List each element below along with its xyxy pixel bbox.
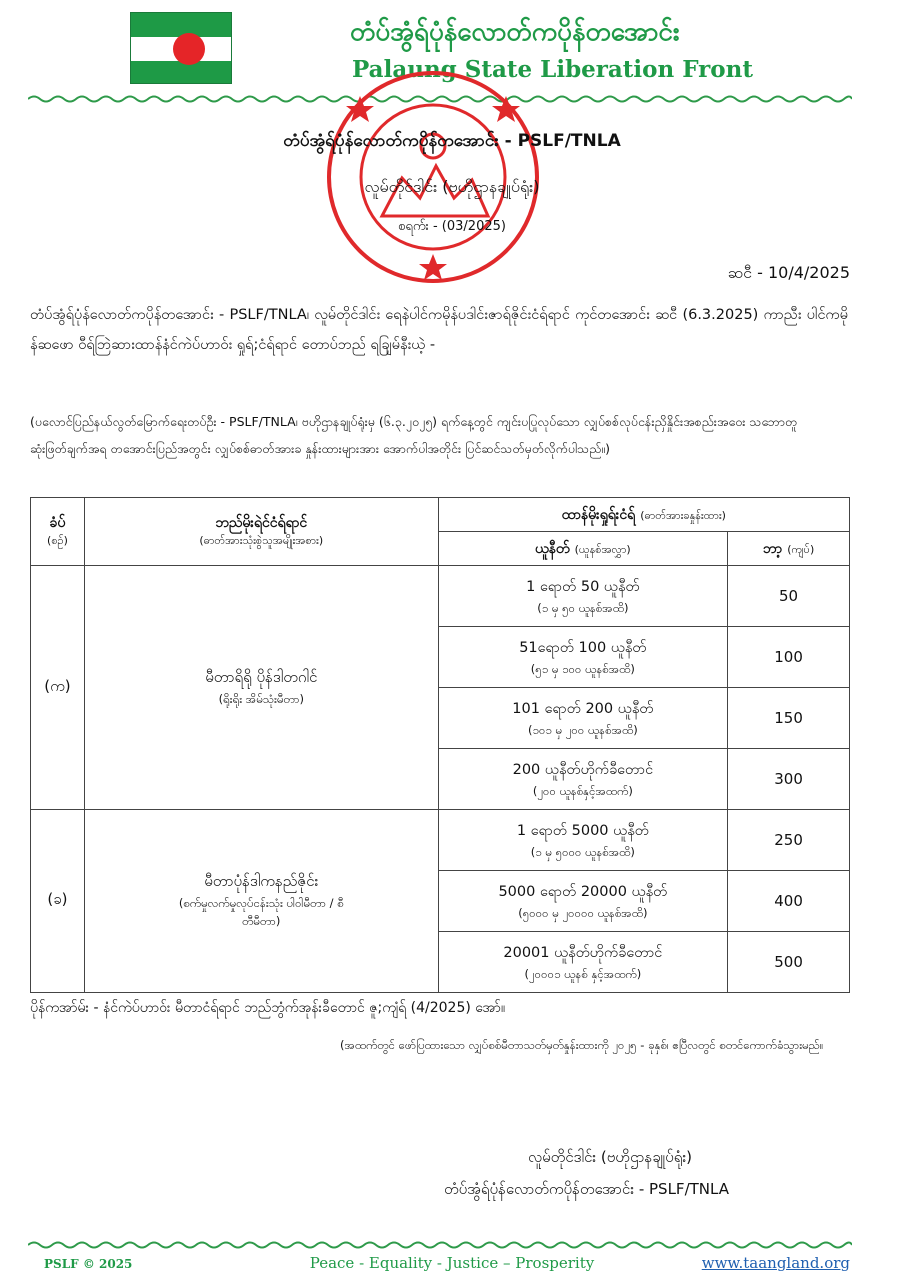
table-row bbox=[31, 566, 850, 627]
range-label: 101 ရောတ် 200 ယူနီတ် bbox=[512, 701, 654, 717]
price-cell: 300 bbox=[728, 749, 850, 810]
price-cell: 250 bbox=[728, 810, 850, 871]
document-subtitle: လူမ်တိုင်ဒါင်း (ဗဟိုဌာနချုပ်ရုံး) bbox=[364, 177, 540, 196]
price-cell: 150 bbox=[728, 688, 850, 749]
range-label: 5000 ရောတ် 20000 ယူနီတ် bbox=[498, 884, 668, 900]
header-category bbox=[84, 498, 438, 566]
range-sublabel: (၅၁ မှ ၁၀၀ ယူနစ်အထိ) bbox=[530, 662, 635, 676]
header-category-label: ဘည်မိုးရဲင်ငံရ်ရာင် bbox=[215, 515, 308, 531]
price-cell: 400 bbox=[728, 871, 850, 932]
range-label: 200 ယူနီတ်ဟိုက်ခီတောင် bbox=[512, 762, 654, 778]
signature-office: လူမ်တိုင်ဒါင်း (ဗဟိုဌာနချုပ်ရုံး) bbox=[528, 1148, 693, 1166]
price-cell: 500 bbox=[728, 932, 850, 993]
header-units bbox=[438, 532, 728, 566]
range-sublabel: (၁၀၁ မှ ၂၀၀ ယူနစ်အထိ) bbox=[527, 723, 638, 737]
footer-website-link[interactable]: www.taangland.org bbox=[701, 1254, 850, 1272]
category-label: မီတာပုံန်ဒါကနည်ဇိုင်း bbox=[204, 872, 319, 890]
header-rate-group bbox=[438, 498, 849, 532]
group-no: (ခ) bbox=[31, 810, 85, 993]
category-sublabel: (ရိုးရိုး အိမ်သုံးမီတာ) bbox=[218, 691, 304, 706]
org-name-english: Palaung State Liberation Front bbox=[352, 56, 753, 83]
date-line: ဆငီ - 10/4/2025 bbox=[727, 263, 850, 282]
range-label: 20001 ယူနီတ်ဟိုက်ခီတောင် bbox=[503, 945, 663, 961]
range-cell bbox=[438, 627, 728, 688]
intro-paragraph-local: တံပ်အွံရ်ပုံန်လောတ်ကပိုန်တအောင်း - PSLF/TNLA၊ လူမ်တိုင်ဒါင်း ရေနဲပါင်ကမိုန်ပဒါင်းဇာရ်ဇိုင်းငံရ်ရာင် ကုင်တအောင်း ဆငီ (6.3.2025) ကာညီး ပါင်ကမိုန်ဆဖော ဝီရ်ဘြဲဆားထာန်နံင်ကဲပ်ဟာဝ်း ရှုရ်;ငံရ်ရာင် တောပ်ဘည် ရချြမ်နီးယဲ့ - bbox=[30, 307, 848, 353]
range-cell bbox=[438, 566, 728, 627]
range-cell bbox=[438, 688, 728, 749]
category-label: မီတာရိရို ပိုန်ဒါတဂါင် bbox=[205, 667, 318, 686]
range-sublabel: (၁ မှ ၅၀၀၀ ယူနစ်အထိ) bbox=[530, 845, 635, 859]
header-rate-sublabel: (ဓာတ်အားခနှုန်းထား) bbox=[640, 508, 726, 522]
range-cell bbox=[438, 932, 728, 993]
reference-number: စရက်း - (03/2025) bbox=[398, 219, 506, 234]
range-label: 1 ရောတ် 5000 ယူနီတ် bbox=[516, 823, 649, 839]
group-category bbox=[84, 566, 438, 810]
header-units-label: ယူနီတ် bbox=[535, 540, 570, 557]
range-cell bbox=[438, 749, 728, 810]
range-label: 1 ရောတ် 50 ယူနီတ် bbox=[526, 579, 640, 595]
price-cell: 50 bbox=[728, 566, 850, 627]
range-cell bbox=[438, 871, 728, 932]
header-category-sublabel: (ဓာတ်အားသုံးစွဲသူအမျိုးအစား) bbox=[199, 534, 324, 547]
header-no-label: ခံပ် bbox=[49, 515, 66, 531]
price-cell: 100 bbox=[728, 627, 850, 688]
tariff-table bbox=[30, 497, 850, 993]
org-name-local: တံပ်အွံရ်ပုံန်လောတ်ကပိုန်တအောင်း bbox=[350, 17, 680, 47]
document-title: တံပ်အွံရ်ပုံန်လောတ်ကပိုန်တအောင်း - PSLF/TNLA bbox=[283, 131, 621, 151]
range-cell bbox=[438, 810, 728, 871]
header-no bbox=[31, 498, 85, 566]
header-rate-label: ထာန်မိုးရှုရ်းငံရ် bbox=[561, 506, 636, 523]
header-no-sublabel: (စဉ်) bbox=[47, 534, 68, 547]
header-price-sublabel: (ကျပ်) bbox=[787, 542, 815, 556]
group-no: (က) bbox=[31, 566, 85, 810]
flag-logo bbox=[130, 12, 232, 84]
header-price bbox=[728, 532, 850, 566]
footnote-local: ပိုန်ကအာ်မ်း - နံင်ကဲပ်ဟာဝ်း မီတာငံရ်ရာင် ဘည်ဘွံက်အုန်းခီတောင် ဇူ;ကျံရ် (4/2025) အော်။ bbox=[30, 1000, 506, 1016]
range-label: 51ရောတ် 100 ယူနီတ် bbox=[519, 640, 647, 656]
footer-copyright: PSLF © 2025 bbox=[44, 1257, 133, 1271]
bottom-vine-divider bbox=[28, 1240, 852, 1250]
header-price-label: ဘာ့ bbox=[762, 540, 783, 557]
range-sublabel: (၅၀၀၀ မှ ၂၀၀၀၀ ယူနစ်အထိ) bbox=[518, 906, 648, 920]
category-sublabel: (စက်မှုလက်မှုလုပ်ငန်းသုံး ပါဝါမီတာ / စီတီမီတာ) bbox=[178, 896, 344, 928]
table-row bbox=[31, 810, 850, 871]
range-sublabel: (၂၀၀၀၁ ယူနစ် နှင့်အထက်) bbox=[524, 967, 642, 981]
footer-motto: Peace - Equality - Justice – Prosperity bbox=[309, 1254, 595, 1272]
header-units-sublabel: (ယူနစ်အလွှာ) bbox=[574, 542, 631, 556]
range-sublabel: (၁ မှ ၅၀ ယူနစ်အထိ) bbox=[537, 601, 629, 615]
range-sublabel: (၂၀၀ ယူနစ်နှင့်အထက်) bbox=[532, 784, 633, 798]
intro-paragraph-burmese: (ပလောင်ပြည်နယ်လွတ်မြောက်ရေးတပ်ဦး - PSLF/TNLA၊ ဗဟိုဌာနချုပ်ရုံးမှ (၆.၃.၂၀၂၅) ရက်နေ့တွင် ကျင်းပပြုလုပ်သော လျှပ်စစ်လုပ်ငန်းညှိနှိုင်းအစည်းအဝေး သဘောတူဆုံးဖြတ်ချက်အရ တအောင်းပြည်အတွင်း လျှပ်စစ်ဓာတ်အားခ နှုန်းထားများအား အောက်ပါအတိုင်း ပြင်ဆင်သတ်မှတ်လိုက်ပါသည်။) bbox=[30, 414, 798, 456]
group-category bbox=[84, 810, 438, 993]
footnote-burmese: (အထက်တွင် ဖော်ပြထားသော လျှပ်စစ်မီတာသတ်မှတ်နှုန်းထားကို ၂၀၂၅ - ခုနှစ်၊ ဧပြီလတွင် စတင်ကောက်ခံသွားမည်။ bbox=[340, 1038, 824, 1052]
signature-organization: တံပ်အွံရ်ပုံန်လောတ်ကပိုန်တအောင်း - PSLF/TNLA bbox=[444, 1180, 729, 1198]
table-header-row bbox=[31, 498, 850, 532]
